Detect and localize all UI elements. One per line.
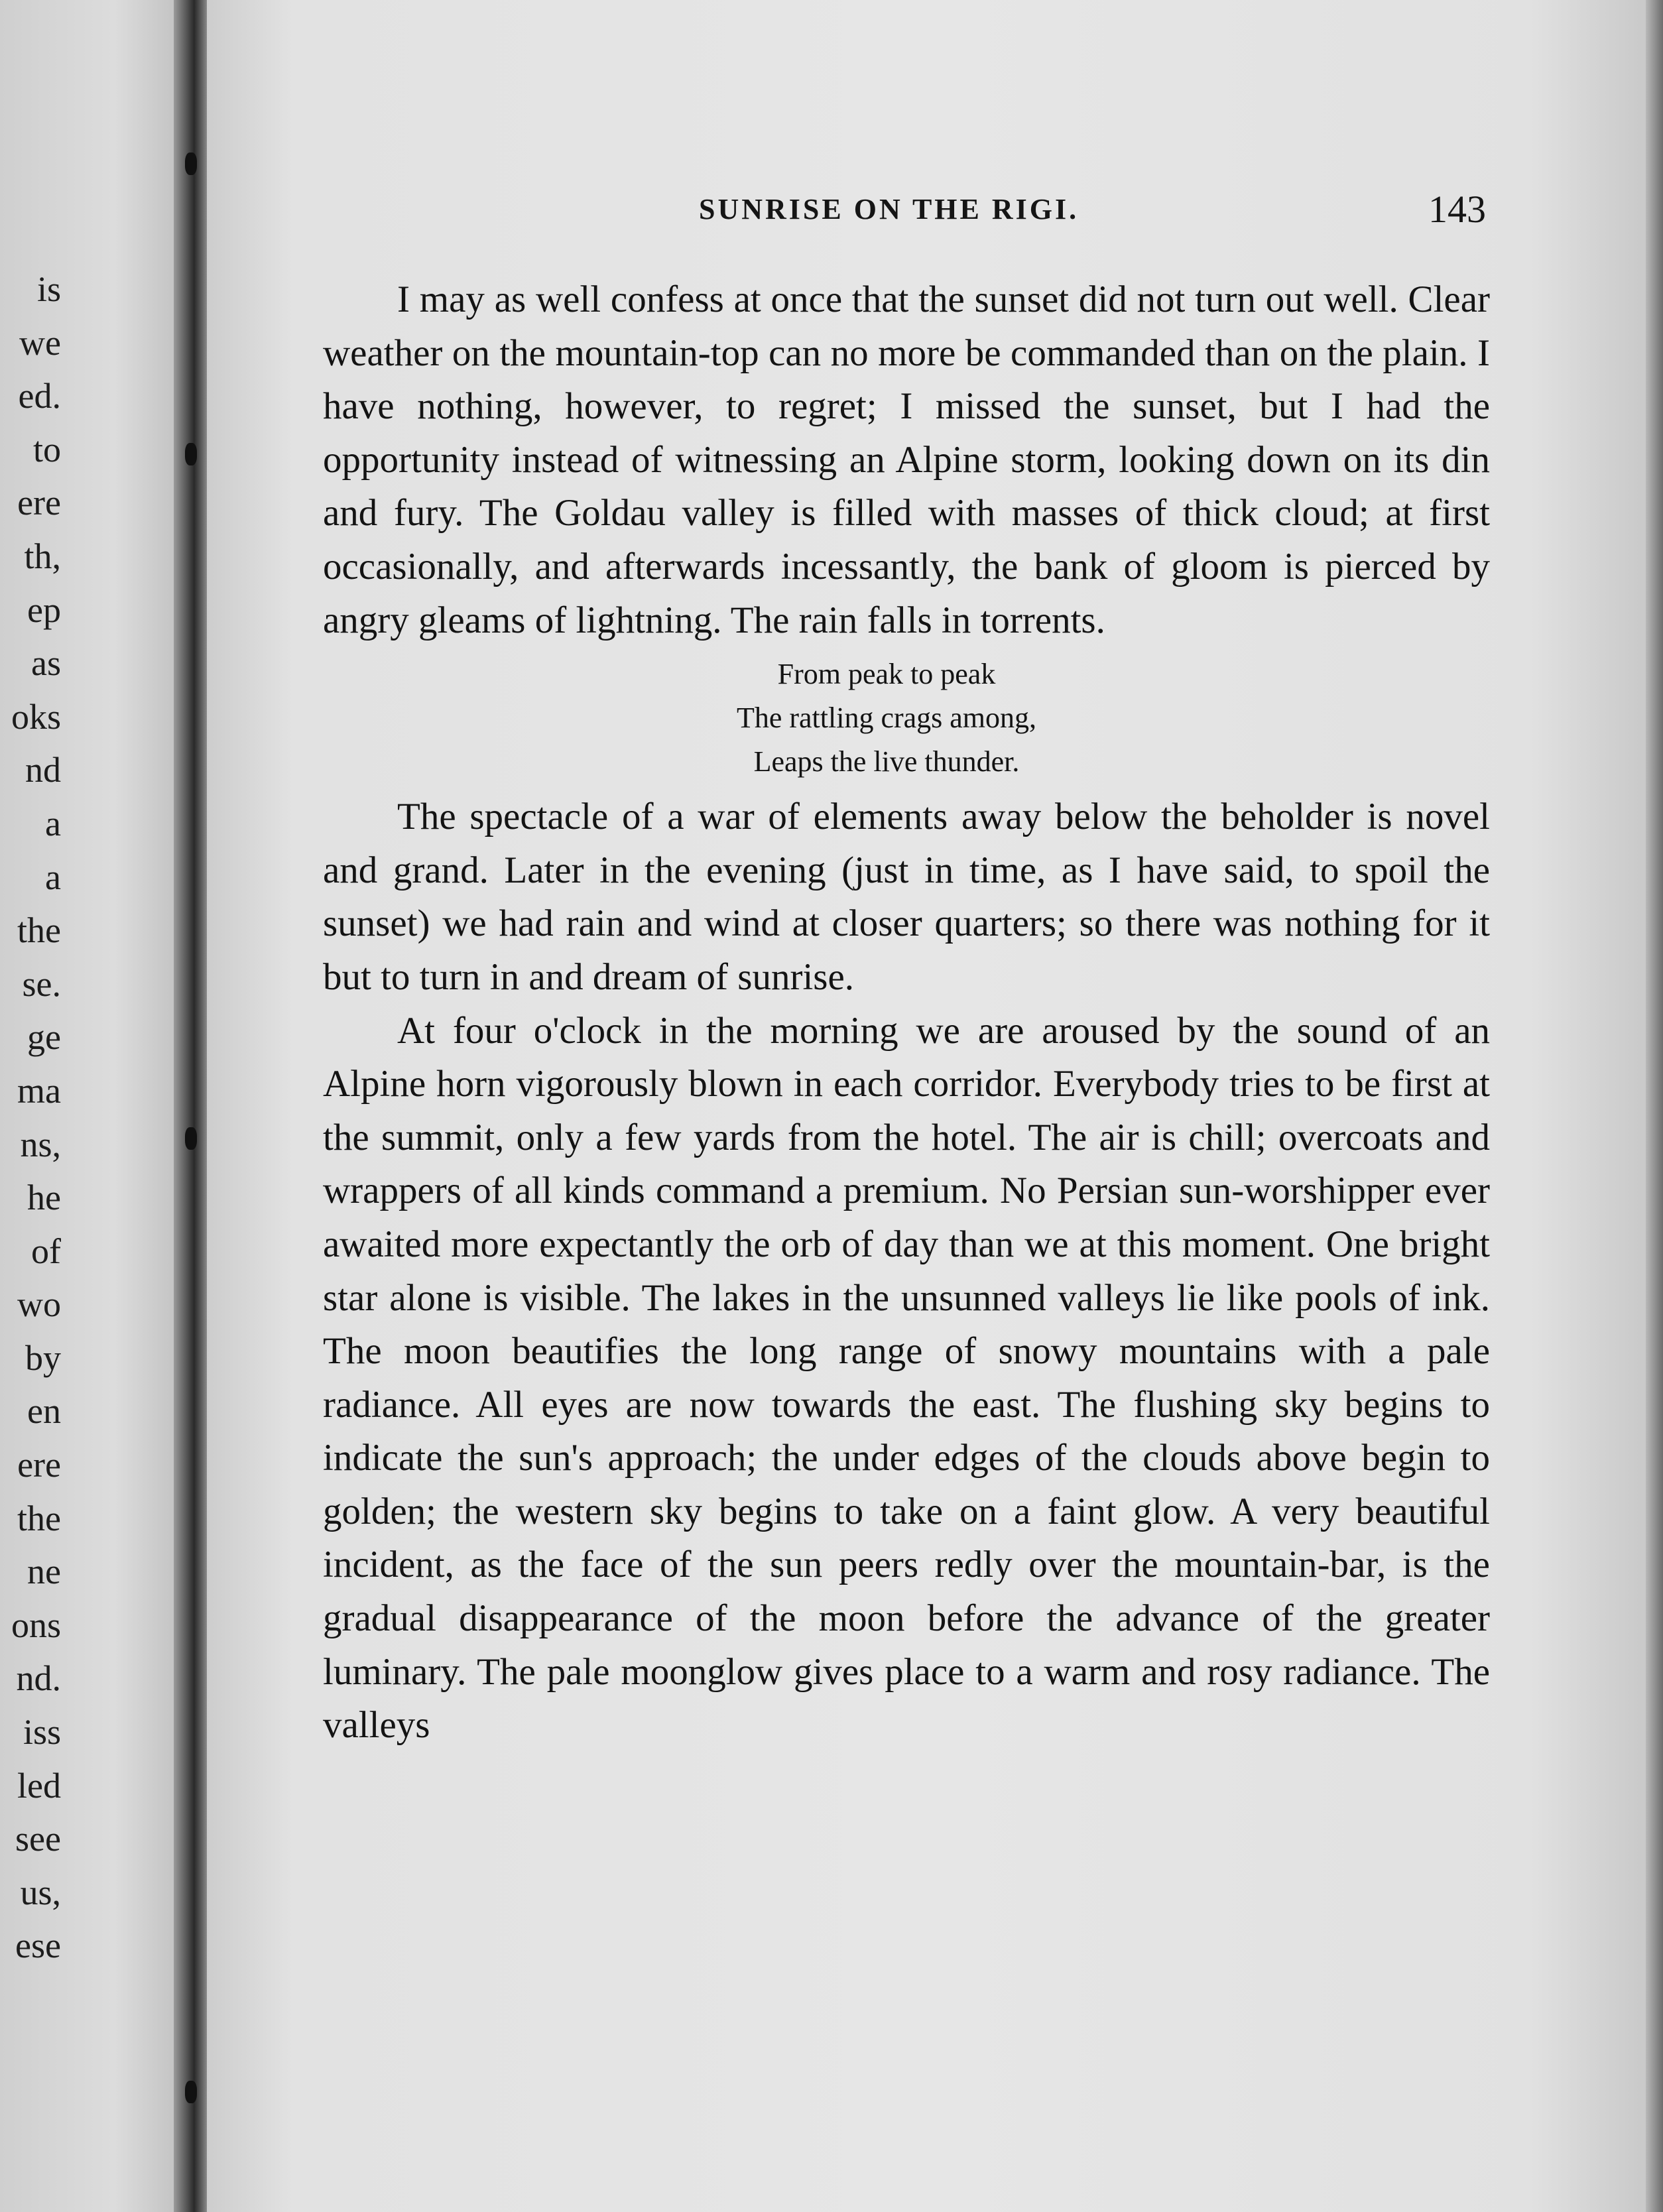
facing-page [0,0,191,2212]
facing-line: we [19,322,61,363]
facing-line: ne [27,1552,61,1592]
facing-line: ere [17,483,61,523]
facing-line: ns, [20,1124,61,1164]
facing-line: nd [25,750,61,790]
paragraph: At four o'clock in the morning we are aroused by the sound of an Alpine horn vigorously blown in each corridor. Everybody tries to be first at the summit, only a few yards from the hotel. The air is chill; overcoats and wrappers of all kinds command a premium. No Persian sun-worshipper ever awaited more expectantly the orb of day than we at this moment. One bright star alone is visible. The lakes in the unsunned valleys lie like pools of ink. The moon beautifies the long range of snowy mountains with a pale radiance. All eyes are now towards the east. The flushing sky begins to indicate the sun's approach; the under edges of the clouds above begin to golden; the western sky begins to take on a faint glow. A very beautiful incident, as the face of the sun peers redly over the mountain-bar, is the gradual disappearance of the moon before the advance of the greater luminary. The pale moonglow gives place to a warm and rosy radiance. The valleys [323,1009,1490,1747]
facing-line: en [27,1391,61,1432]
book-gutter [174,0,211,2212]
facing-line: to [32,429,61,469]
facing-line: oks [11,696,61,737]
page-number: 143 [1428,188,1486,231]
facing-line: he [27,1178,61,1218]
verse-quotation [323,652,1490,784]
facing-line: se. [22,963,61,1004]
facing-line: ere [17,1445,61,1485]
facing-line: ge [27,1017,61,1058]
facing-line: iss [23,1712,61,1752]
paragraph: I may as well confess at once that the sunset did not turn out well. Clear weather on the mountain-top can no more be commanded than on the plain. I have nothing, however, to regret; I missed the sunset, but I had the opportunity instead of witnessing an Alpine storm, looking down on its din and fury. The Goldau valley is filled with masses of thick cloud; at first occasionally, and afterwards incessantly, the bank of gloom is pierced by angry gleams of lightning. The rain falls in torrents. [323,278,1490,641]
facing-line: wo [17,1284,61,1325]
binding-stitch [185,443,197,465]
paragraph: The spectacle of a war of elements away below the beholder is novel and grand. Later in the evening (just in time, as I have said, to spoil the sunset) we had rain and wind at closer quarters; so there was nothing for it but to turn in and dream of sunrise. [323,796,1490,998]
facing-page-text [0,263,61,1973]
binding-stitch [185,1127,197,1150]
body-text [323,273,1490,1752]
facing-line: is [36,269,61,309]
verse-line: Leaps the live thunder. [753,745,1020,778]
running-title: SUNRISE ON THE RIGI. [699,193,1079,225]
facing-line: see [15,1819,61,1859]
facing-line: ese [15,1926,61,1966]
facing-line: a [45,857,61,897]
facing-line: ed. [18,376,61,416]
facing-line: the [17,1498,61,1538]
verse-line: From peak to peak [777,658,996,691]
facing-line: a [45,803,61,843]
binding-stitch [185,153,197,175]
facing-line: ma [17,1070,61,1111]
binding-stitch [185,2081,197,2103]
facing-line: ep [27,589,61,630]
facing-line: the [17,910,61,951]
facing-line: of [31,1231,61,1271]
facing-line: by [25,1337,61,1378]
facing-line: nd. [16,1658,61,1699]
page-edge [1646,0,1663,2212]
facing-line: ons [11,1605,61,1645]
verse-line: The rattling crags among, [736,702,1037,735]
facing-line: us, [20,1872,61,1912]
facing-line: led [17,1765,61,1806]
facing-line: as [31,643,61,684]
facing-line: th, [24,536,61,576]
